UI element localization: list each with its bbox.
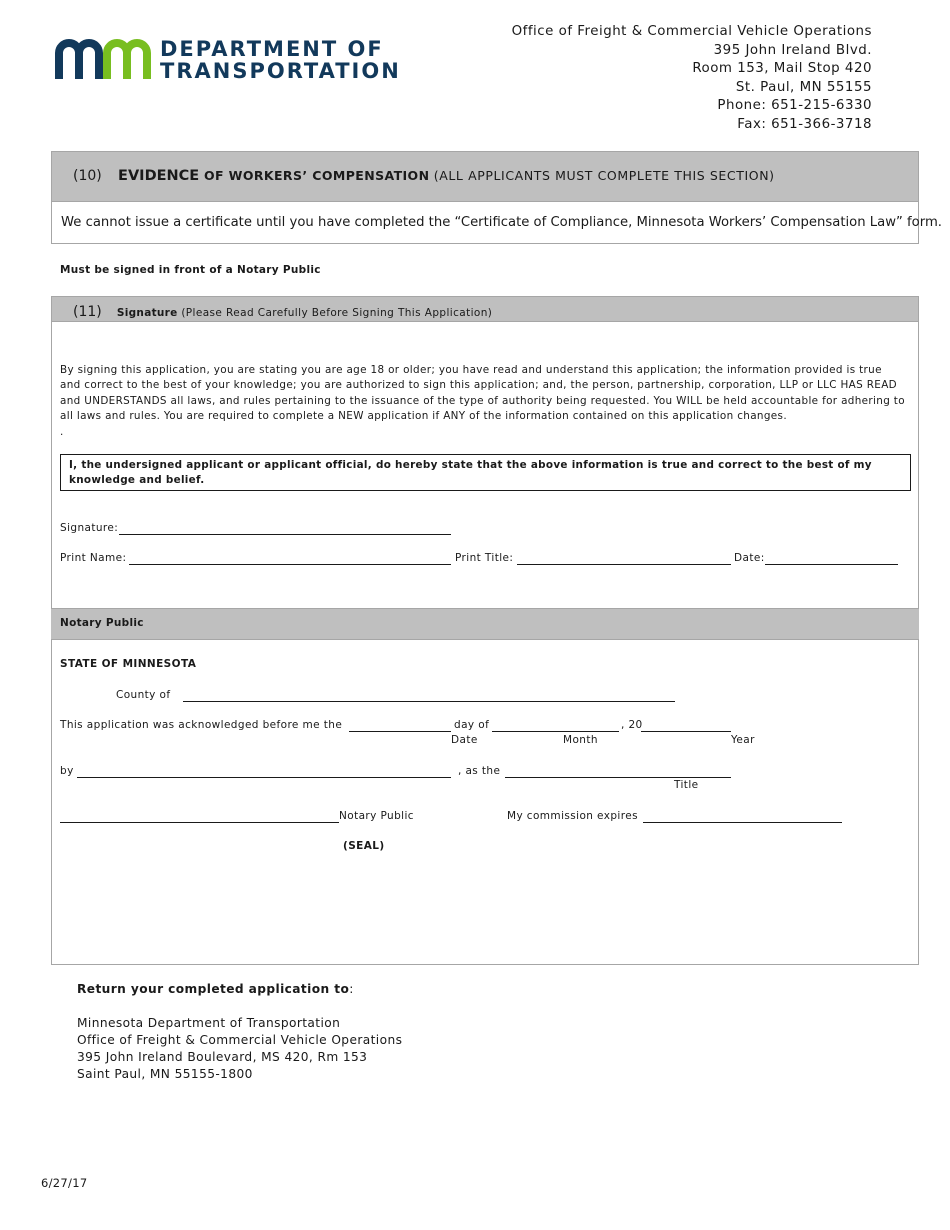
title-caption: Title — [674, 779, 699, 791]
commission-label: My commission expires — [507, 810, 638, 822]
address-phone: Phone: 651-215-6330 — [717, 98, 872, 114]
mn-logo-icon — [55, 39, 151, 81]
as-title-field[interactable] — [505, 777, 731, 778]
print-name-field[interactable] — [129, 564, 451, 565]
section-title-first: EVIDENCE — [118, 168, 200, 184]
form-revision-date: 6/27/17 — [41, 1176, 88, 1190]
address-line: Office of Freight & Commercial Vehicle Operations — [511, 24, 872, 39]
section-10-body: We cannot issue a certificate until you have completed the “Certificate of Compliance, Minnesota Workers’ Compensation Law” form. — [61, 215, 942, 230]
notary-signature-field[interactable] — [60, 822, 339, 823]
date-label: Date: — [734, 552, 765, 564]
signature-field[interactable] — [119, 534, 451, 535]
mndot-logo — [55, 37, 401, 83]
section-number: (10) — [73, 168, 102, 184]
year-caption: Year — [731, 734, 755, 746]
return-line: Minnesota Department of Transportation — [77, 1016, 341, 1030]
by-label: by — [60, 765, 74, 777]
section-title-rest: OF WORKERS’ COMPENSATION — [199, 168, 430, 183]
ack-year-field[interactable] — [641, 731, 731, 732]
county-label: County of — [116, 689, 171, 701]
date-field[interactable] — [765, 564, 898, 565]
section-subtitle: (ALL APPLICANTS MUST COMPLETE THIS SECTION) — [433, 168, 775, 183]
seal-label: (SEAL) — [343, 840, 385, 852]
acknowledged-label: This application was acknowledged before me the — [60, 719, 343, 731]
return-heading-text: Return your completed application to — [77, 982, 350, 996]
signature-label: Signature: — [60, 522, 119, 534]
notary-note: Must be signed in front of a Notary Public — [60, 264, 321, 276]
print-title-label: Print Title: — [455, 552, 514, 564]
declaration-box: I, the undersigned applicant or applicant official, do hereby state that the above information is true and correct to the best of my knowledge and belief. — [60, 454, 911, 491]
by-name-field[interactable] — [77, 777, 451, 778]
signing-statement-text: By signing this application, you are stating you are age 18 or older; you have read and understand this application; the information provided is true and correct to the best of your knowledge; you are authorized to sign this application; and, the person, partnership, corporation, LLP or LLC HAS READ and UNDERSTANDS all laws, and rules pertaining to the issuance of the type of authority being requested. You WILL be held accountable for adhering to all laws and rules. You are required to complete a NEW application if ANY of the information contained on this application changes. — [60, 364, 905, 423]
section-title: Signature — [116, 307, 178, 319]
section-10-workers-comp — [51, 151, 942, 244]
section-subtitle: (Please Read Carefully Before Signing This Application) — [177, 307, 493, 319]
logo-line1: DEPARTMENT OF — [160, 37, 384, 61]
ack-month-field[interactable] — [492, 731, 619, 732]
address-line: Room 153, Mail Stop 420 — [692, 61, 872, 77]
return-line: Office of Freight & Commercial Vehicle Operations — [77, 1033, 403, 1047]
address-line: 395 John Ireland Blvd. — [713, 42, 872, 58]
logo-wordmark — [160, 38, 401, 82]
logo-line2: TRANSPORTATION — [160, 59, 401, 83]
address-line: St. Paul, MN 55155 — [735, 79, 872, 95]
signing-statement — [60, 363, 905, 440]
county-field[interactable] — [183, 701, 675, 702]
return-line: 395 John Ireland Boulevard, MS 420, Rm 153 — [77, 1050, 368, 1064]
year-prefix-label: , 20 — [621, 719, 643, 731]
return-address — [77, 981, 402, 1083]
date-caption: Date — [451, 734, 478, 746]
section-title — [118, 168, 429, 184]
notary-public-header: Notary Public — [51, 608, 919, 640]
section-10-header — [52, 152, 918, 202]
return-heading — [77, 981, 402, 998]
return-line: Saint Paul, MN 55155-1800 — [77, 1067, 253, 1081]
month-caption: Month — [563, 734, 598, 746]
address-fax: Fax: 651-366-3718 — [737, 116, 872, 132]
day-of-label: day of — [454, 719, 490, 731]
return-heading-colon: : — [349, 982, 354, 996]
section-number: (11) — [73, 304, 102, 320]
statement-dot: . — [60, 425, 64, 438]
ack-date-field[interactable] — [349, 731, 451, 732]
section-11-header — [52, 297, 918, 322]
state-label: STATE OF MINNESOTA — [60, 658, 197, 670]
print-title-field[interactable] — [517, 564, 731, 565]
commission-expires-field[interactable] — [643, 822, 842, 823]
notary-public-label: Notary Public — [339, 810, 414, 822]
print-name-label: Print Name: — [60, 552, 127, 564]
as-the-label: , as the — [458, 765, 501, 777]
office-address — [512, 23, 872, 135]
